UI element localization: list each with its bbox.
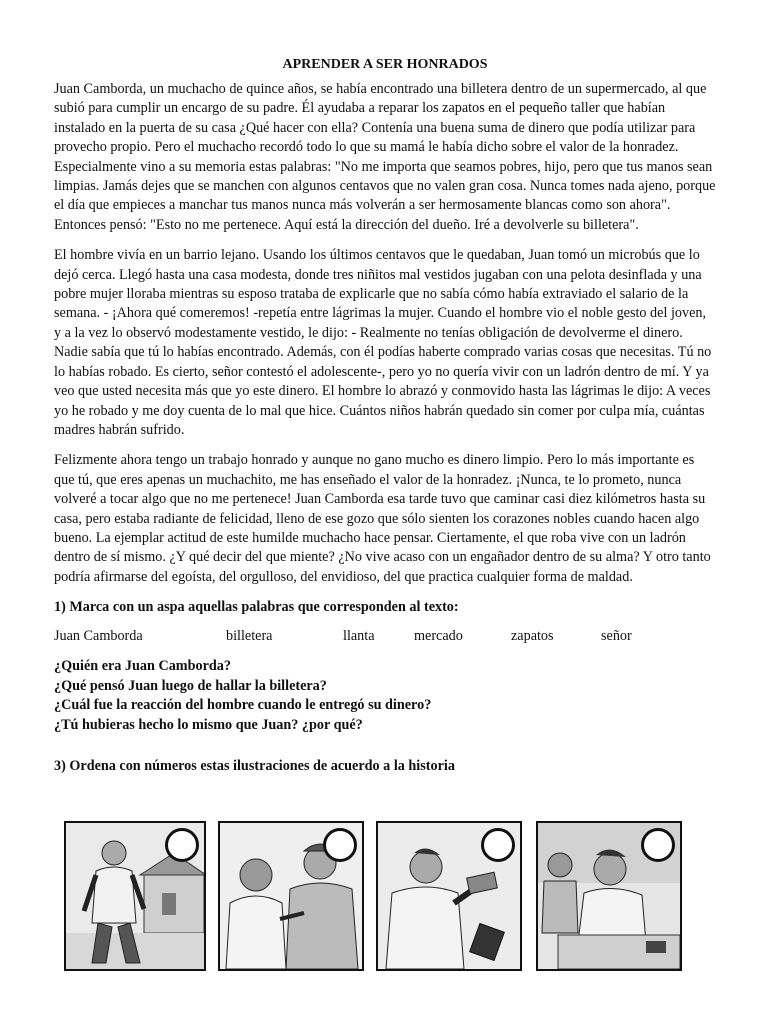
document-page [54,56,716,776]
word-option[interactable]: billetera [226,628,273,645]
word-option[interactable]: llanta [343,628,375,645]
document-title: APRENDER A SER HONRADOS [282,57,488,72]
word-option[interactable]: zapatos [511,628,554,645]
paragraph-3: Felizmente ahora tengo un trabajo honrado y aunque no gano mucho es dinero limpio. Pero lo más importante es que tú, que eres apenas un muchachito, me has enseñado el valor de la honradez. ¡Nunca, te lo prometo, nunca volveré a tocar algo que no me pertenece! Juan Camborda esa tarde tuvo que caminar casi diez kilómetros hasta su casa, pero estaba radiante de felicidad, lleno de ese gozo que sólo sienten los corazones nobles cuando hacen algo bueno. La ejemplar actitud de este humilde muchacho hace pensar. Ciertamente, el que roba vive con un ladrón dentro de sí mismo. ¿Y qué decir del que miente? ¿No vive acaso con un engañador dentro de su alma? Y otro tanto podría afirmarse del egoísta, del orgulloso, del envidioso, del que practica cualquier forma de maldad. [54,452,711,585]
illustration-panel-2 [218,821,364,971]
order-number-circle[interactable] [323,828,357,862]
question-3-heading: 3) Ordena con números estas ilustraciones de acuerdo a la historia [54,757,455,774]
word-list [54,628,716,648]
question-item: ¿Quién era Juan Camborda? [54,658,231,675]
illustration-panel-1 [64,821,206,971]
paragraph-1: Juan Camborda, un muchacho de quince años, se había encontrado una billetera dentro de un supermercado, al que subió para cumplir un encargo de su padre. Él ayudaba a reparar los zapatos en el pequeño taller que habían instalado en la puerta de su casa ¿Qué hacer con ella? Contenía una buena suma de dinero que podía utilizar para provecho propio. Pero el muchacho recordó todo lo que su mamá le había dicho sobre el valor de la honradez. Especialmente vino a su memoria estas palabras: "No me importa que seamos pobres, hijo, pero que tus manos sean limpias. Jamás dejes que se manchen con algunos centavos que no valen gran cosa. Nunca tomes nada ajeno, porque el día que empieces a manchar tus manos nunca más volverán a ser hermosamente blancas como son ahora". Entonces pensó: "Esto no me pertenece. Aquí está la dirección del dueño. Iré a devolverle su billetera". [54,81,716,233]
question-item: ¿Cuál fue la reacción del hombre cuando le entregó su dinero? [54,697,432,714]
paragraph-2: El hombre vivía en un barrio lejano. Usando los últimos centavos que le quedaban, Juan tomó un microbús que lo dejó cerca. Llegó hasta una casa modesta, donde tres niñitos mal vestidos jugaban con una pelota desinflada y una pobre mujer lloraba mientras su esposo trataba de explicarle que no sabía cómo había extraviado el salario de la semana. - ¡Ahora qué comeremos! -repetía entre lágrimas la mujer. Cuando el hombre vio el noble gesto del joven, y a la vez lo observó modestamente vestido, le dijo: - Realmente no tenías obligación de devolverme el dinero. Nadie sabía que tú lo habías encontrado. Además, con él podías haberte comprado varias cosas que necesitas. Tú no lo habías robado. Es cierto, señor contestó el adolescente-, pero yo no quería vivir con un ladrón dentro de mí. Y ya veo que usted necesita más que yo este dinero. El hombre lo abrazó y conmovido hasta las lágrimas le dijo: A veces yo he robado y me doy cuenta de lo mal que hice. Cuántos niños habrán quedado sin comer por culpa mía, cuántas madres habrán sufrido. [54,247,712,438]
illustration-panel-4 [536,821,682,971]
question-item: ¿Qué pensó Juan luego de hallar la billetera? [54,677,327,694]
illustration-strip [64,821,684,969]
word-option[interactable]: Juan Camborda [54,628,143,645]
word-option[interactable]: señor [601,628,632,645]
question-list [54,657,716,735]
question-item: ¿Tú hubieras hecho lo mismo que Juan? ¿por qué? [54,716,363,733]
order-number-circle[interactable] [481,828,515,862]
illustration-panel-3 [376,821,522,971]
word-option[interactable]: mercado [414,628,463,645]
order-number-circle[interactable] [165,828,199,862]
question-1-heading: 1) Marca con un aspa aquellas palabras que corresponden al texto: [54,599,459,616]
order-number-circle[interactable] [641,828,675,862]
